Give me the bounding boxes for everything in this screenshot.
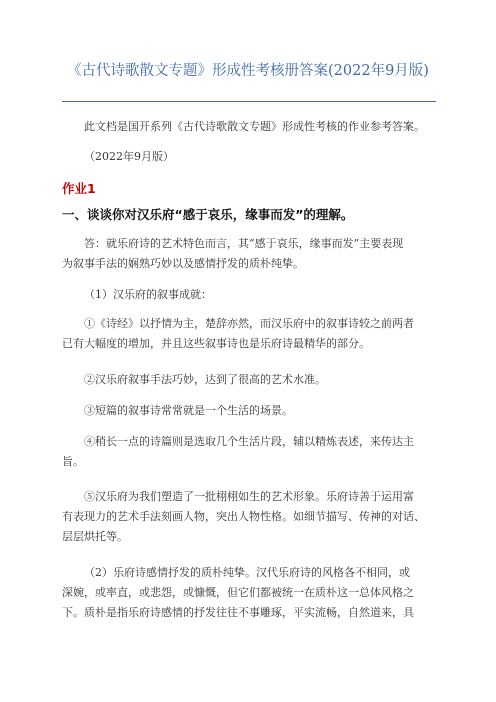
version-text: （2022年9月版） xyxy=(84,150,174,163)
document-title: 《古代诗歌散文专题》形成性考核册答案(2022年9月版) xyxy=(67,63,429,79)
intro-paragraph xyxy=(62,117,436,137)
item2-text: ②汉乐府叙事手法巧妙，达到了很高的艺术水准。 xyxy=(84,373,326,386)
item5-paragraph xyxy=(62,487,436,547)
answer-line: 答：就乐府诗的艺术特色而言，其“感于哀乐，缘事而发”主要表现 xyxy=(84,237,404,250)
item1-line: 已有大幅度的增加，并且这些叙事诗也是乐府诗最精华的部分。 xyxy=(62,337,370,350)
item4-paragraph xyxy=(62,432,436,472)
item4-line: 旨。 xyxy=(62,455,84,468)
item5-line: 有表现力的艺术手法刻画人物，突出人物性格。如细节描写、传神的对话、 xyxy=(62,510,425,523)
item4-line: ④稍长一点的诗篇则是选取几个生活片段，辅以精炼表述，来传达主 xyxy=(84,435,414,448)
section1-title-text: （1）汉乐府的叙事成就： xyxy=(84,288,212,301)
item3-text: ③短篇的叙事诗常常就是一个生活的场景。 xyxy=(84,404,293,417)
section2-line: 下。质朴是指乐府诗感情的抒发往往不事雕琢，平实流畅，自然道来，具 xyxy=(62,606,414,619)
item5-line: ⑤汉乐府为我们塑造了一批栩栩如生的艺术形象。乐府诗善于运用富 xyxy=(84,490,414,503)
assignment-heading: 作业1 xyxy=(62,181,96,196)
item5-line: 层层烘托等。 xyxy=(62,530,128,543)
title-divider xyxy=(62,101,436,102)
question-heading: 一、谈谈你对汉乐府“感于哀乐，缘事而发”的理解。 xyxy=(62,207,354,222)
section2-line: 深婉，或率直，或悲怨，或慷慨，但它们都被统一在质朴这一总体风格之 xyxy=(62,586,414,599)
section2-paragraph xyxy=(62,563,436,623)
intro-text: 此文档是国开系列《古代诗歌散文专题》形成性考核的作业参考答案。 xyxy=(84,120,425,133)
section2-line: （2）乐府诗感情抒发的质朴纯挚。汉代乐府诗的风格各不相同，或 xyxy=(84,566,410,579)
item1-paragraph xyxy=(62,314,436,354)
answer-line: 为叙事手法的娴熟巧妙以及感情抒发的质朴纯挚。 xyxy=(62,257,304,270)
section1-title xyxy=(62,285,436,305)
version-paragraph xyxy=(62,147,436,167)
item3-paragraph xyxy=(62,401,436,421)
answer-paragraph xyxy=(62,234,436,274)
item2-paragraph xyxy=(62,370,436,390)
item1-line: ①《诗经》以抒情为主，楚辞亦然，而汉乐府中的叙事诗较之前两者 xyxy=(84,317,414,330)
